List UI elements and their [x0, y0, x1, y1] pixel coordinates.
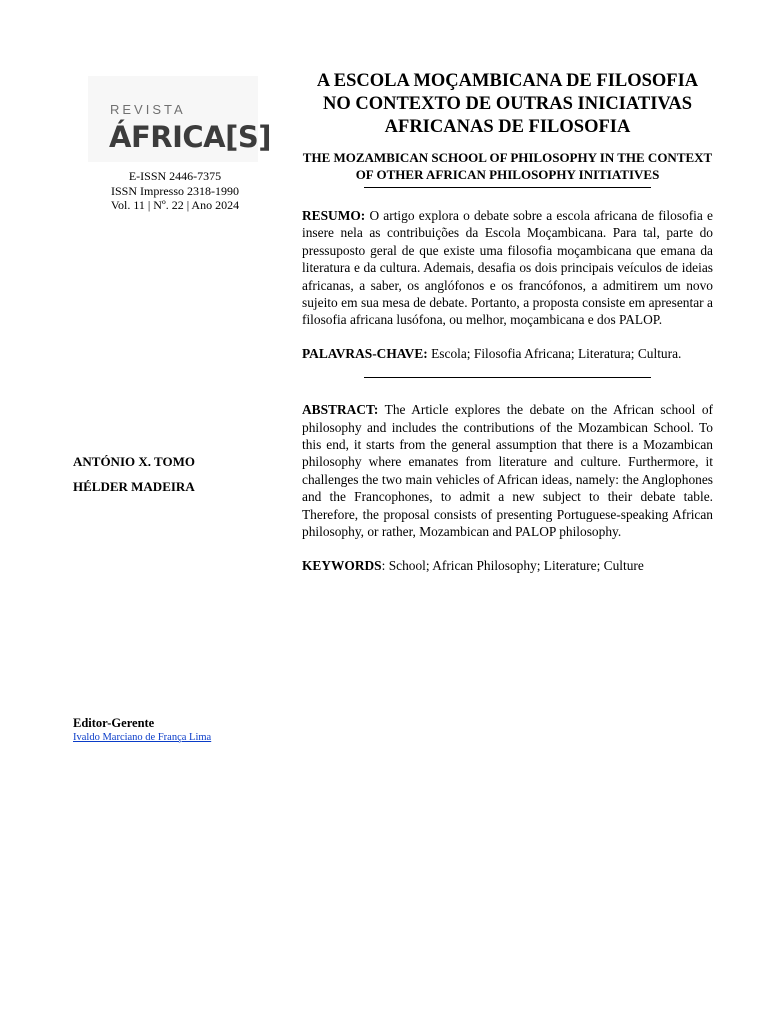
palavras-chave-label: PALAVRAS-CHAVE: — [302, 345, 428, 361]
volume-info: Vol. 11 | Nº. 22 | Ano 2024 — [110, 198, 240, 212]
divider — [364, 377, 651, 378]
authors-list — [73, 454, 195, 504]
title-english: THE MOZAMBICAN SCHOOL OF PHILOSOPHY IN THE CONTEXT OF OTHER AFRICAN PHILOSOPHY INITIATIVES — [302, 150, 713, 182]
journal-info — [88, 169, 262, 213]
title-portuguese: A ESCOLA MOÇAMBICANA DE FILOSOFIA NO CONTEXTO DE OUTRAS INICIATIVAS AFRICANAS DE FILOSOFIA — [316, 71, 699, 137]
abstract-label: ABSTRACT: — [302, 402, 379, 418]
article-main — [302, 70, 713, 574]
abstract-paragraph — [302, 401, 713, 540]
logo-revista-text: REVISTA — [110, 102, 186, 117]
palavras-chave-paragraph — [302, 345, 713, 362]
logo-africas-text: ÁFRICA[S] — [109, 120, 271, 154]
keywords-label: KEYWORDS — [302, 557, 382, 573]
keywords-paragraph — [302, 557, 713, 574]
palavras-chave-text: Escola; Filosofia Africana; Literatura; Cultura. — [431, 345, 682, 361]
resumo-text: O artigo explora o debate sobre a escola africana de filosofia e insere nela as contribuições da Escola Moçambicana. Para tal, parte do pressuposto geral de que existe uma filosofia moçambicana que emana da literatura e da cultura. Ademais, desafia os dois principais veículos de ideias africanas, a saber, os anglófonos e os francófonos, a admitirem um novo sujeito em sua mesa de debate. Portanto, a proposta consiste em apresentar a filosofia africana lusófona, ou melhor, moçambicana e dos PALOP. — [302, 208, 713, 328]
resumo-paragraph — [302, 207, 713, 329]
journal-logo — [88, 76, 271, 162]
keywords-text: : School; African Philosophy; Literature; Culture — [381, 557, 644, 573]
abstract-text: The Article explores the debate on the African school of philosophy and includes the contributions of the Mozambican School. To this end, it starts from the general assumption that there is a Mozambican philosophy where emanates from literature and culture. Furthermore, it challenges the two main vehicles of African ideas, namely: the Anglophones and the Francophones, to admit a new subject to their debate table. Therefore, the proposal consists of presenting Portuguese-speaking African philosophy, or rather, Mozambican and PALOP philosophy. — [302, 402, 713, 540]
issn-print: ISSN Impresso 2318-1990 — [111, 183, 239, 198]
author-name: ANTÓNIO X. TOMO — [73, 454, 195, 469]
editor-name-link[interactable]: Ivaldo Marciano de França Lima — [73, 732, 212, 743]
editor-block — [73, 716, 211, 743]
divider — [364, 187, 651, 188]
eissn: E-ISSN 2446-7375 — [128, 169, 222, 183]
author-name: HÉLDER MADEIRA — [73, 479, 195, 494]
resumo-label: RESUMO: — [302, 208, 366, 223]
editor-label: Editor-Gerente — [73, 716, 155, 730]
